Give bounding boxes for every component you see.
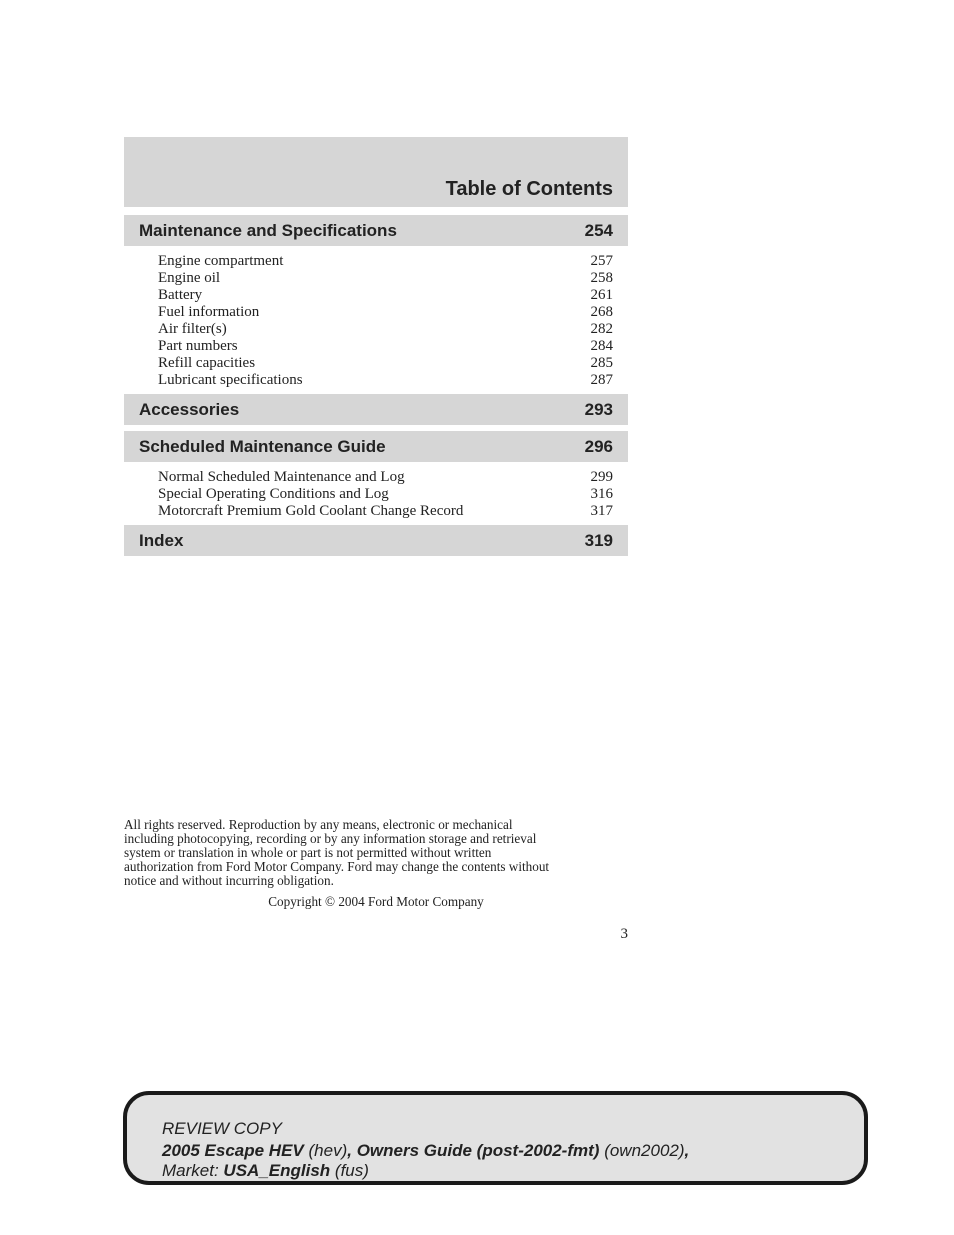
entry-page: 261 — [590, 287, 613, 303]
section-page: 296 — [584, 437, 613, 456]
toc-entries — [158, 469, 613, 520]
copyright: Copyright © 2004 Ford Motor Company — [268, 894, 484, 909]
entry-page: 282 — [590, 321, 613, 337]
section-page: 293 — [584, 400, 613, 419]
toc-title: Table of Contents — [445, 178, 613, 200]
review-market-label: Market: — [162, 1161, 219, 1180]
legal-line: system or translation in whole or part is not permitted without written — [124, 845, 492, 860]
review-market-code: (fus) — [334, 1161, 369, 1180]
toc-entry[interactable] — [158, 270, 613, 287]
toc-entry[interactable] — [158, 338, 613, 355]
entry-label: Motorcraft Premium Gold Coolant Change Record — [158, 503, 464, 519]
review-heading: REVIEW COPY — [162, 1119, 282, 1138]
toc-entries — [158, 253, 613, 389]
review-copy-box — [123, 1091, 868, 1185]
review-guide: Owners Guide (post-2002-fmt) — [356, 1141, 600, 1160]
entry-page: 317 — [590, 503, 613, 519]
entry-page: 316 — [590, 486, 613, 502]
toc-section[interactable] — [124, 215, 628, 246]
toc-entry[interactable] — [158, 469, 613, 486]
review-guide-code: (own2002) — [604, 1141, 685, 1160]
toc-entry[interactable] — [158, 321, 613, 338]
entry-label: Part numbers — [158, 338, 238, 354]
legal-notice — [124, 818, 628, 888]
review-separator: , — [684, 1141, 690, 1160]
toc-section[interactable] — [124, 394, 628, 425]
section-page: 319 — [584, 531, 613, 550]
legal-line: notice and without incurring obligation. — [124, 873, 334, 888]
review-separator: , — [347, 1141, 357, 1160]
review-market-line — [162, 1161, 369, 1181]
entry-page: 287 — [590, 372, 613, 388]
section-label: Maintenance and Specifications — [139, 221, 397, 240]
legal-line: All rights reserved. Reproduction by any means, electronic or mechanical — [124, 817, 513, 832]
toc-header — [124, 137, 628, 207]
toc-entry[interactable] — [158, 372, 613, 389]
review-model-code: (hev) — [308, 1141, 348, 1160]
entry-page: 258 — [590, 270, 613, 286]
toc-section[interactable] — [124, 431, 628, 462]
toc-entry[interactable] — [158, 503, 613, 520]
review-doc-line — [162, 1141, 689, 1161]
entry-label: Engine oil — [158, 270, 221, 286]
review-model: 2005 Escape HEV — [162, 1141, 304, 1160]
entry-label: Engine compartment — [158, 253, 284, 269]
entry-page: 299 — [590, 469, 613, 485]
toc-section[interactable] — [124, 525, 628, 556]
entry-page: 257 — [590, 253, 613, 269]
entry-label: Special Operating Conditions and Log — [158, 486, 389, 502]
toc-entry[interactable] — [158, 486, 613, 503]
entry-label: Normal Scheduled Maintenance and Log — [158, 469, 405, 485]
toc-entry[interactable] — [158, 304, 613, 321]
entry-page: 284 — [590, 338, 613, 354]
legal-line: authorization from Ford Motor Company. Ford may change the contents without — [124, 859, 550, 874]
entry-label: Air filter(s) — [158, 321, 227, 337]
toc-entry[interactable] — [158, 355, 613, 372]
page-number: 3 — [620, 926, 628, 942]
toc-entry[interactable] — [158, 287, 613, 304]
entry-page: 268 — [590, 304, 613, 320]
legal-line: including photocopying, recording or by any information storage and retrieval — [124, 831, 537, 846]
entry-page: 285 — [590, 355, 613, 371]
entry-label: Fuel information — [158, 304, 260, 320]
section-label: Scheduled Maintenance Guide — [139, 437, 386, 456]
review-market: USA_English — [223, 1161, 331, 1180]
entry-label: Lubricant specifications — [158, 372, 303, 388]
section-label: Accessories — [139, 400, 240, 419]
section-label: Index — [139, 531, 184, 550]
entry-label: Refill capacities — [158, 355, 256, 371]
entry-label: Battery — [158, 287, 203, 303]
section-page: 254 — [584, 221, 613, 240]
toc-entry[interactable] — [158, 253, 613, 270]
